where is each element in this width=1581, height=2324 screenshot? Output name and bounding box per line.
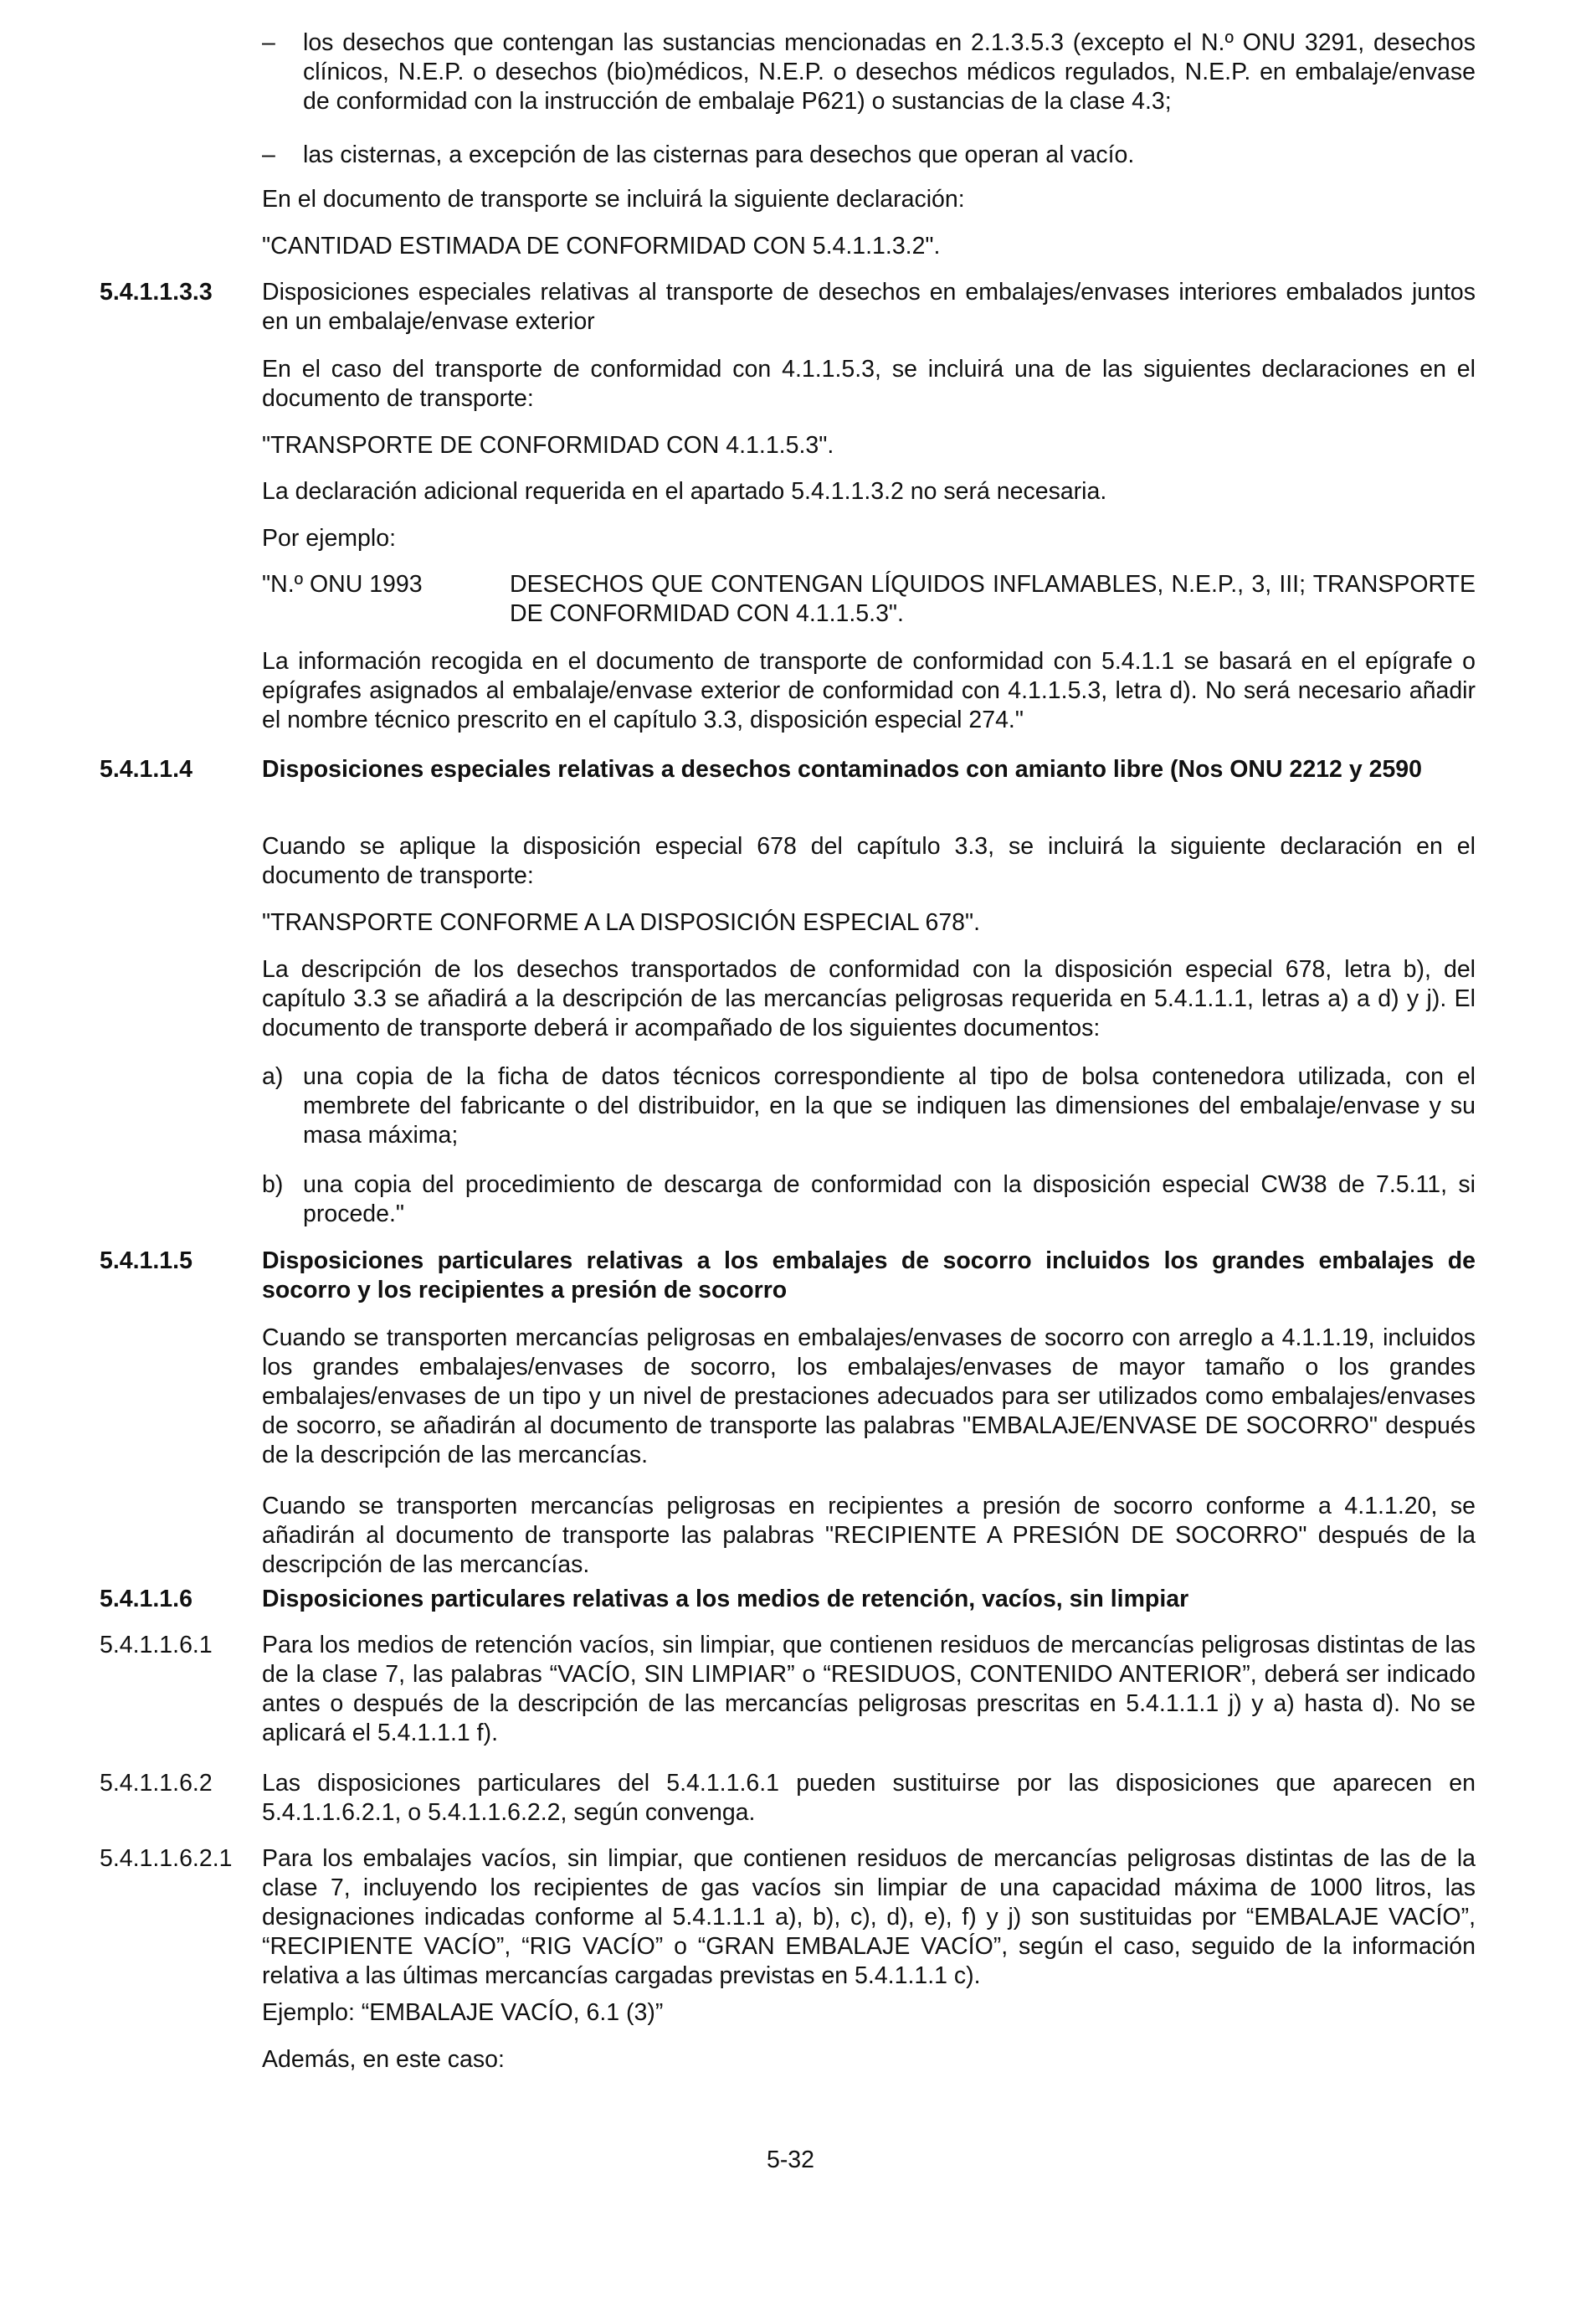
list-label: a) [262,1063,284,1090]
paragraph: Cuando se transporten mercancías peligrosas en embalajes/envases de socorro con arreglo a 4.1.1.19, incluidos los grandes embalajes/envases de socorro, los embalajes/envases de mayor tamaño o los grandes embalajes/envases de un tipo y un nivel de prestaciones adecuados para ser utilizados como embalajes/envases de socorro, se añadirán al documento de transporte las palabras "EMBALAJE/ENVASE DE SOCORRO" después de la descripción de las mercancías. [262,1324,1476,1468]
list-label: b) [262,1171,284,1198]
section-number: 5.4.1.1.6.2 [100,1770,213,1797]
list-item: una copia de la ficha de datos técnicos correspondiente al tipo de bolsa contenedora utilizada, con el membrete del fabricante o del distribuidor, en la que se indiquen las dimensiones del embalaje/envase y su masa máxima; [303,1063,1476,1149]
example-description: DESECHOS QUE CONTENGAN LÍQUIDOS INFLAMABLES, N.E.P., 3, III; TRANSPORTE DE CONFORMIDAD CON 4.1.1.5.3". [510,571,1476,627]
example-un-number: "N.º ONU 1993 [262,571,423,598]
bullet-dash: – [262,29,275,56]
paragraph: La declaración adicional requerida en el apartado 5.4.1.1.3.2 no será necesaria. [262,478,1107,505]
section-text: Para los embalajes vacíos, sin limpiar, que contienen residuos de mercancías peligrosas distintas de las de la clase 7, incluyendo los recipientes de gas vacíos sin limpiar de una capacidad máxima de 1000 litros, las designaciones indicadas conforme al 5.4.1.1.1 a), b), c), d), e), f) y j) son sustituidas por “EMBALAJE VACÍO”, “RECIPIENTE VACÍO”, “RIG VACÍO” o “GRAN EMBALAJE VACÍO”, según el caso, seguido de la información relativa a las últimas mercancías cargadas previstas en 5.4.1.1.1 c). [262,1845,1476,1989]
declaration-text: "TRANSPORTE DE CONFORMIDAD CON 4.1.1.5.3". [262,432,834,459]
section-heading: Disposiciones particulares relativas a los medios de retención, vacíos, sin limpiar [262,1586,1189,1612]
section-number: 5.4.1.1.6 [100,1586,192,1612]
declaration-text: "CANTIDAD ESTIMADA DE CONFORMIDAD CON 5.4.1.1.3.2". [262,233,941,260]
paragraph: La descripción de los desechos transportados de conformidad con la disposición especial 678, letra b), del capítulo 3.3 se añadirá a la descripción de las mercancías peligrosas requerida en 5.4.1.1.1, letras a) a d) y j). El documento de transporte deberá ir acompañado de los siguientes documentos: [262,956,1476,1041]
section-number: 5.4.1.1.3.3 [100,279,213,306]
paragraph: Además, en este caso: [262,2046,505,2073]
bullet-dash: – [262,141,275,168]
section-heading: Disposiciones especiales relativas a desechos contaminados con amianto libre (Nos ONU 2212 y 2590 [262,756,1422,783]
paragraph: Por ejemplo: [262,525,396,552]
paragraph: La información recogida en el documento de transporte de conformidad con 5.4.1.1 se basará en el epígrafe o epígrafes asignados al embalaje/envase exterior de conformidad con 4.1.1.5.3, letra d). No será necesario añadir el nombre técnico prescrito en el capítulo 3.3, disposición especial 274." [262,648,1476,733]
bullet-waste-substances: los desechos que contengan las sustancias mencionadas en 2.1.3.5.3 (excepto el N.º ONU 3291, desechos clínicos, N.E.P. o desechos (bio)médicos, N.E.P. o desechos médicos regulados, N.E.P. en embalaje/envase de conformidad con la instrucción de embalaje P621) o sustancias de la clase 4.3; [303,29,1476,115]
section-text: Para los medios de retención vacíos, sin limpiar, que contienen residuos de mercancías peligrosas distintas de las de la clase 7, las palabras “VACÍO, SIN LIMPIAR” o “RESIDUOS, CONTENIDO ANTERIOR”, deberá ser indicado antes o después de la descripción de las mercancías peligrosas prescritas en 5.4.1.1.1 j) y a) hasta d). No se aplicará el 5.4.1.1.1 f). [262,1632,1476,1746]
declaration-text: "TRANSPORTE CONFORME A LA DISPOSICIÓN ESPECIAL 678". [262,909,981,936]
section-heading: Disposiciones particulares relativas a los embalajes de socorro incluidos los grandes embalajes de socorro y los recipientes a presión de socorro [262,1247,1476,1303]
list-item: una copia del procedimiento de descarga de conformidad con la disposición especial CW38 de 7.5.11, si procede." [303,1171,1476,1227]
bullet-tanks: las cisternas, a excepción de las cisternas para desechos que operan al vacío. [303,141,1135,168]
section-number: 5.4.1.1.4 [100,756,192,783]
paragraph: Cuando se transporten mercancías peligrosas en recipientes a presión de socorro conforme a 4.1.1.20, se añadirán al documento de transporte las palabras "RECIPIENTE A PRESIÓN DE SOCORRO" después de la descripción de las mercancías. [262,1493,1476,1578]
paragraph: En el caso del transporte de conformidad con 4.1.1.5.3, se incluirá una de las siguientes declaraciones en el documento de transporte: [262,356,1476,412]
paragraph: Cuando se aplique la disposición especial 678 del capítulo 3.3, se incluirá la siguiente declaración en el documento de transporte: [262,833,1476,889]
paragraph: En el documento de transporte se incluirá la siguiente declaración: [262,186,965,213]
section-number: 5.4.1.1.6.2.1 [100,1845,233,1872]
section-text: Las disposiciones particulares del 5.4.1.1.6.1 pueden sustituirse por las disposiciones que aparecen en 5.4.1.1.6.2.1, o 5.4.1.1.6.2.2, según convenga. [262,1770,1476,1826]
example-line: Ejemplo: “EMBALAJE VACÍO, 6.1 (3)” [262,1999,664,2026]
section-number: 5.4.1.1.6.1 [100,1632,213,1658]
page-number: 5-32 [766,2147,815,2173]
section-number: 5.4.1.1.5 [100,1247,192,1274]
section-heading: Disposiciones especiales relativas al transporte de desechos en embalajes/envases interiores embalados juntos en un embalaje/envase exterior [262,279,1476,335]
